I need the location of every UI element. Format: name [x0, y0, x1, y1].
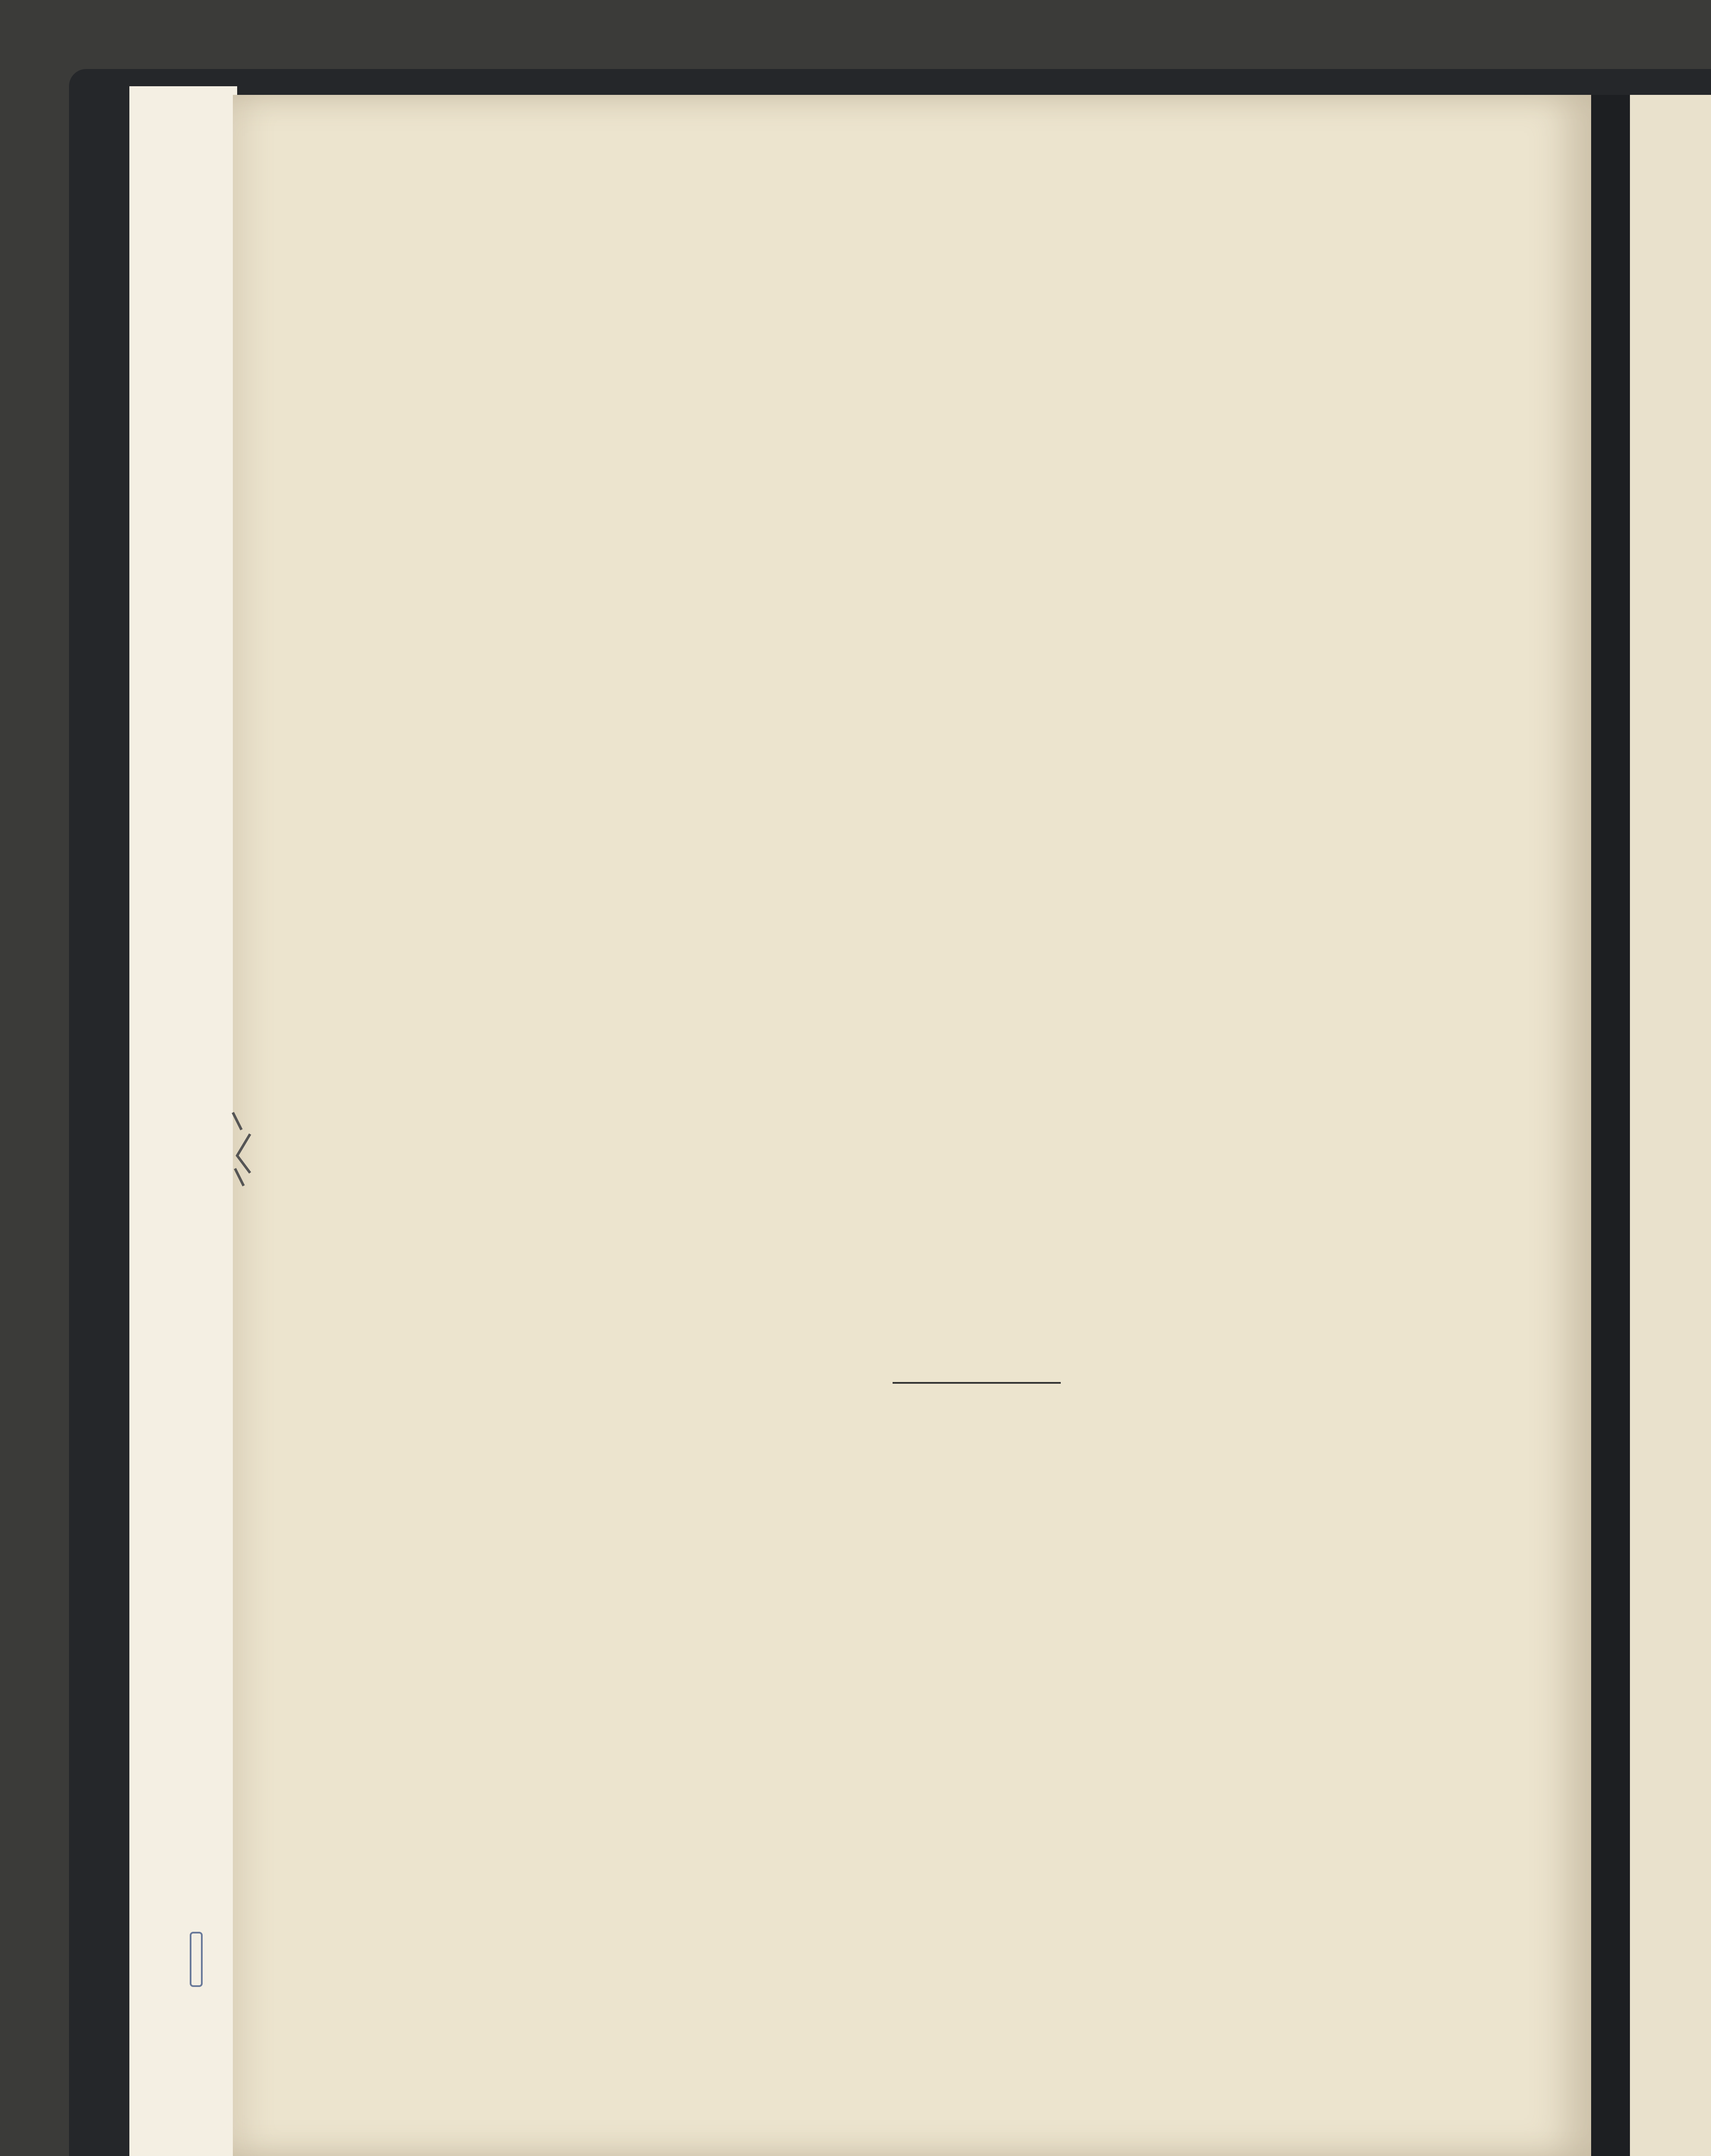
section-divider — [893, 1382, 1061, 1384]
book-page — [233, 95, 1591, 2156]
facing-page-fragment — [1630, 95, 1711, 2156]
margin-pencil-mark — [224, 1104, 263, 1190]
page-edges — [129, 86, 237, 2156]
library-stamp — [190, 1932, 203, 1987]
